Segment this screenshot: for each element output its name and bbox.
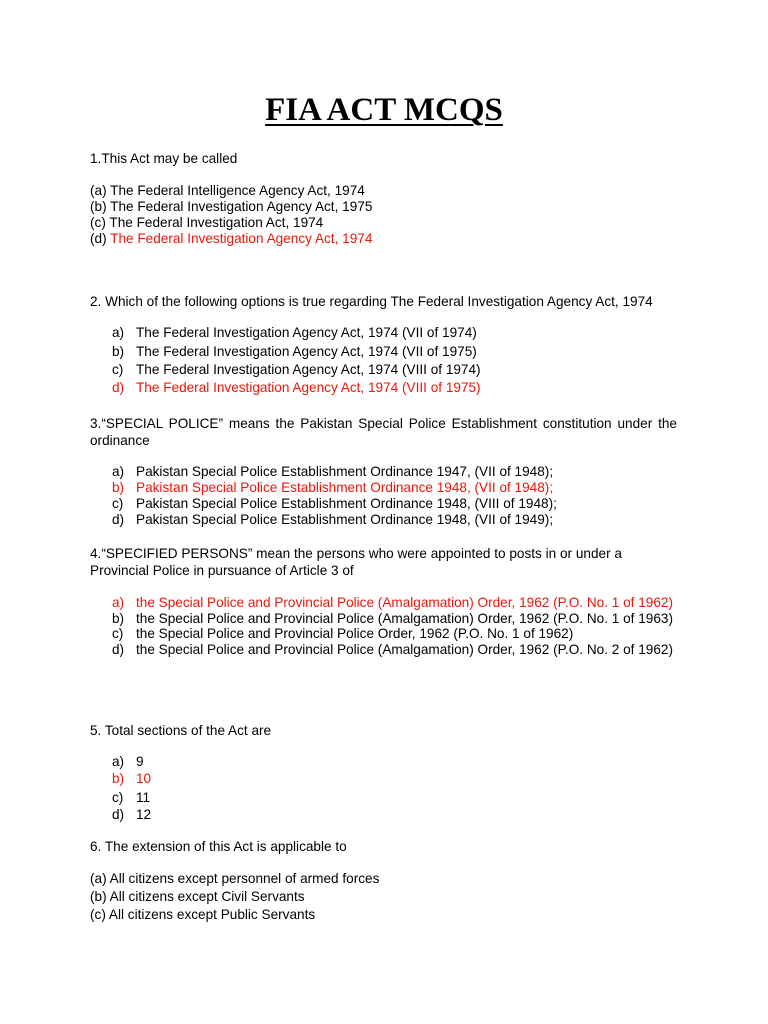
- q6-option-a: (a) All citizens except personnel of armed forces: [90, 871, 380, 886]
- q5-option-d: d) 12: [112, 807, 152, 822]
- q4-option-b: b) the Special Police and Provincial Police (Amalgamation) Order, 1962 (P.O. No. 1 of 1963): [112, 611, 673, 626]
- q5-option-a: a) 9: [112, 754, 144, 769]
- q1-option-b: (b) The Federal Investigation Agency Act, 1975: [90, 199, 373, 214]
- q1-option-a: (a) The Federal Intelligence Agency Act, 1974: [90, 183, 365, 198]
- q1-option-d-correct: (d) The Federal Investigation Agency Act, 1974: [90, 231, 373, 246]
- q4-option-a-correct: a) the Special Police and Provincial Police (Amalgamation) Order, 1962 (P.O. No. 1 of 1962): [112, 595, 673, 610]
- question-1: 1.This Act may be called: [90, 151, 238, 166]
- q3-option-d: d) Pakistan Special Police Establishment Ordinance 1948, (VII of 1949);: [112, 512, 554, 527]
- question-6: 6. The extension of this Act is applicable to: [90, 839, 347, 854]
- q2-option-b: b) The Federal Investigation Agency Act, 1974 (VII of 1975): [112, 344, 477, 359]
- page-title: FIA ACT MCQS: [265, 92, 503, 128]
- q4-option-d: d) the Special Police and Provincial Police (Amalgamation) Order, 1962 (P.O. No. 2 of 1962): [112, 642, 673, 657]
- q3-option-a: a) Pakistan Special Police Establishment Ordinance 1947, (VII of 1948);: [112, 464, 554, 479]
- q6-option-c: (c) All citizens except Public Servants: [90, 907, 316, 922]
- q3-option-b-correct: b) Pakistan Special Police Establishment Ordinance 1948, (VII of 1948);: [112, 480, 554, 495]
- question-2: 2. Which of the following options is true regarding The Federal Investigation Agency Act, 1974: [90, 294, 653, 309]
- question-3: 3.“SPECIAL POLICE” means the Pakistan Special Police Establishment constitution under the ordinance: [90, 416, 677, 448]
- q5-option-b-correct: b) 10: [112, 771, 152, 786]
- q6-option-b: (b) All citizens except Civil Servants: [90, 889, 305, 904]
- q5-option-c: c) 11: [112, 790, 151, 805]
- q4-option-c: c) the Special Police and Provincial Police Order, 1962 (P.O. No. 1 of 1962): [112, 626, 574, 641]
- q2-option-d-correct: d) The Federal Investigation Agency Act, 1974 (VIII of 1975): [112, 380, 481, 395]
- question-4: 4.“SPECIFIED PERSONS” mean the persons who were appointed to posts in or under a Provincial Police in pursuance of Article 3 of: [90, 546, 622, 578]
- q2-option-c: c) The Federal Investigation Agency Act, 1974 (VIII of 1974): [112, 362, 481, 377]
- q1-option-c: (c) The Federal Investigation Act, 1974: [90, 215, 324, 230]
- q2-option-a: a) The Federal Investigation Agency Act, 1974 (VII of 1974): [112, 325, 477, 340]
- q3-option-c: c) Pakistan Special Police Establishment Ordinance 1948, (VIII of 1948);: [112, 496, 557, 511]
- question-5: 5. Total sections of the Act are: [90, 723, 272, 738]
